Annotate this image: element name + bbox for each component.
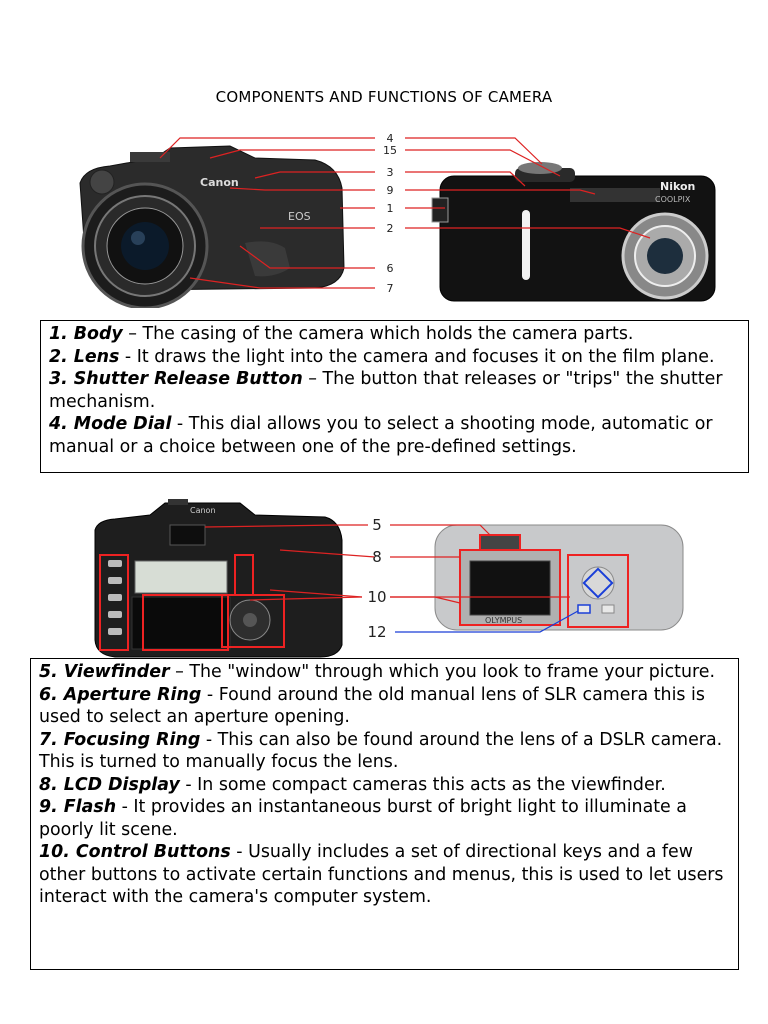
definition-item: 4. Mode Dial - This dial allows you to select a shooting mode, automatic or manual or a choice between one of the pre-defined settings. <box>49 414 713 457</box>
callout-8: 8 <box>372 548 382 566</box>
page-title: COMPONENTS AND FUNCTIONS OF CAMERA <box>215 88 553 106</box>
definition-text: In some compact cameras this acts as the viewfinder. <box>197 774 666 795</box>
compact-back-brand-label: OLYMPUS <box>485 616 523 625</box>
callout-9: 9 <box>386 184 394 197</box>
camera-back-diagram <box>90 495 690 660</box>
compact-model-label: COOLPIX <box>655 195 691 204</box>
definition-text: This dial allows you to select a shooting mode, automatic or manual or a choice between one of the pre-defined settings. <box>49 414 713 457</box>
definitions-box-2 <box>30 658 739 970</box>
dslr-brand-label: Canon <box>200 176 239 189</box>
definition-term: 9. Flash <box>39 797 117 817</box>
definition-term: 7. Focusing Ring <box>39 729 201 750</box>
definition-item: 2. Lens - It draws the light into the camera and focuses it on the film plane. <box>49 346 715 367</box>
callout-5: 5 <box>372 516 382 534</box>
definition-item: 3. Shutter Release Button – The button that releases or "trips" the shutter mechanism. <box>49 369 723 412</box>
definition-text: The button that releases or "trips" the shutter mechanism. <box>49 369 723 412</box>
definition-item: 7. Focusing Ring - This can also be found around the lens of a DSLR camera. This is turned to manually focus the lens. <box>39 729 723 772</box>
definition-text: The "window" through which you look to frame your picture. <box>189 662 715 682</box>
definition-item: 6. Aperture Ring - Found around the old manual lens of SLR camera this is used to select an aperture opening. <box>39 684 705 727</box>
callout-10: 10 <box>367 588 387 606</box>
definition-term: 1. Body <box>49 324 123 344</box>
definition-text: The casing of the camera which holds the camera parts. <box>142 324 634 344</box>
callout-numbers <box>383 132 397 295</box>
compact-back-image <box>435 525 683 630</box>
callout-6: 6 <box>386 262 394 275</box>
definition-term: 10. Control Buttons <box>39 842 231 862</box>
callout-4: 4 <box>386 132 394 145</box>
dslr-model-label: EOS <box>288 210 311 223</box>
definition-text: It provides an instantaneous burst of bright light to illuminate a poorly lit scene. <box>39 797 687 840</box>
definition-term: 3. Shutter Release Button <box>49 369 303 389</box>
compact-front-image <box>432 162 715 301</box>
definition-item: 1. Body – The casing of the camera which holds the camera parts. <box>49 324 634 344</box>
definitions-box-1 <box>40 320 749 473</box>
callout-numbers-2 <box>367 516 386 641</box>
definition-text: This can also be found around the lens of a DSLR camera. This is turned to manually focus the lens. <box>39 729 723 772</box>
definition-term: 6. Aperture Ring <box>39 684 202 705</box>
definition-term: 2. Lens <box>49 346 120 367</box>
dslr-front-image <box>80 146 344 308</box>
callout-15: 15 <box>383 144 397 157</box>
callout-3: 3 <box>386 166 394 179</box>
definition-item: 9. Flash - It provides an instantaneous burst of bright light to illuminate a poorly lit scene. <box>39 797 687 840</box>
definition-text: Usually includes a set of directional keys and a few other buttons to activate certain functions and menus, this is used to let users interact with the camera's computer system. <box>39 842 724 907</box>
dslr-back-brand-label: Canon <box>190 506 216 515</box>
callout-12: 12 <box>367 623 387 641</box>
definition-item: 8. LCD Display - In some compact cameras this acts as the viewfinder. <box>39 774 666 795</box>
compact-brand-label: Nikon <box>660 180 696 193</box>
callout-2: 2 <box>386 222 394 235</box>
definition-item: 5. Viewfinder – The "window" through which you look to frame your picture. <box>39 662 715 682</box>
definition-term: 5. Viewfinder <box>39 662 170 682</box>
definition-text: Found around the old manual lens of SLR camera this is used to select an aperture opening. <box>39 684 705 727</box>
callout-7: 7 <box>386 282 394 295</box>
definition-term: 4. Mode Dial <box>49 414 172 434</box>
definition-item: 10. Control Buttons - Usually includes a set of directional keys and a few other buttons to activate certain functions and menus, this is used to let users interact with the camera's computer system. <box>39 842 724 907</box>
camera-front-diagram <box>60 128 720 308</box>
callout-1: 1 <box>386 202 394 215</box>
definition-text: It draws the light into the camera and focuses it on the film plane. <box>136 346 715 367</box>
definition-term: 8. LCD Display <box>39 774 180 795</box>
dslr-back-image <box>95 499 342 657</box>
